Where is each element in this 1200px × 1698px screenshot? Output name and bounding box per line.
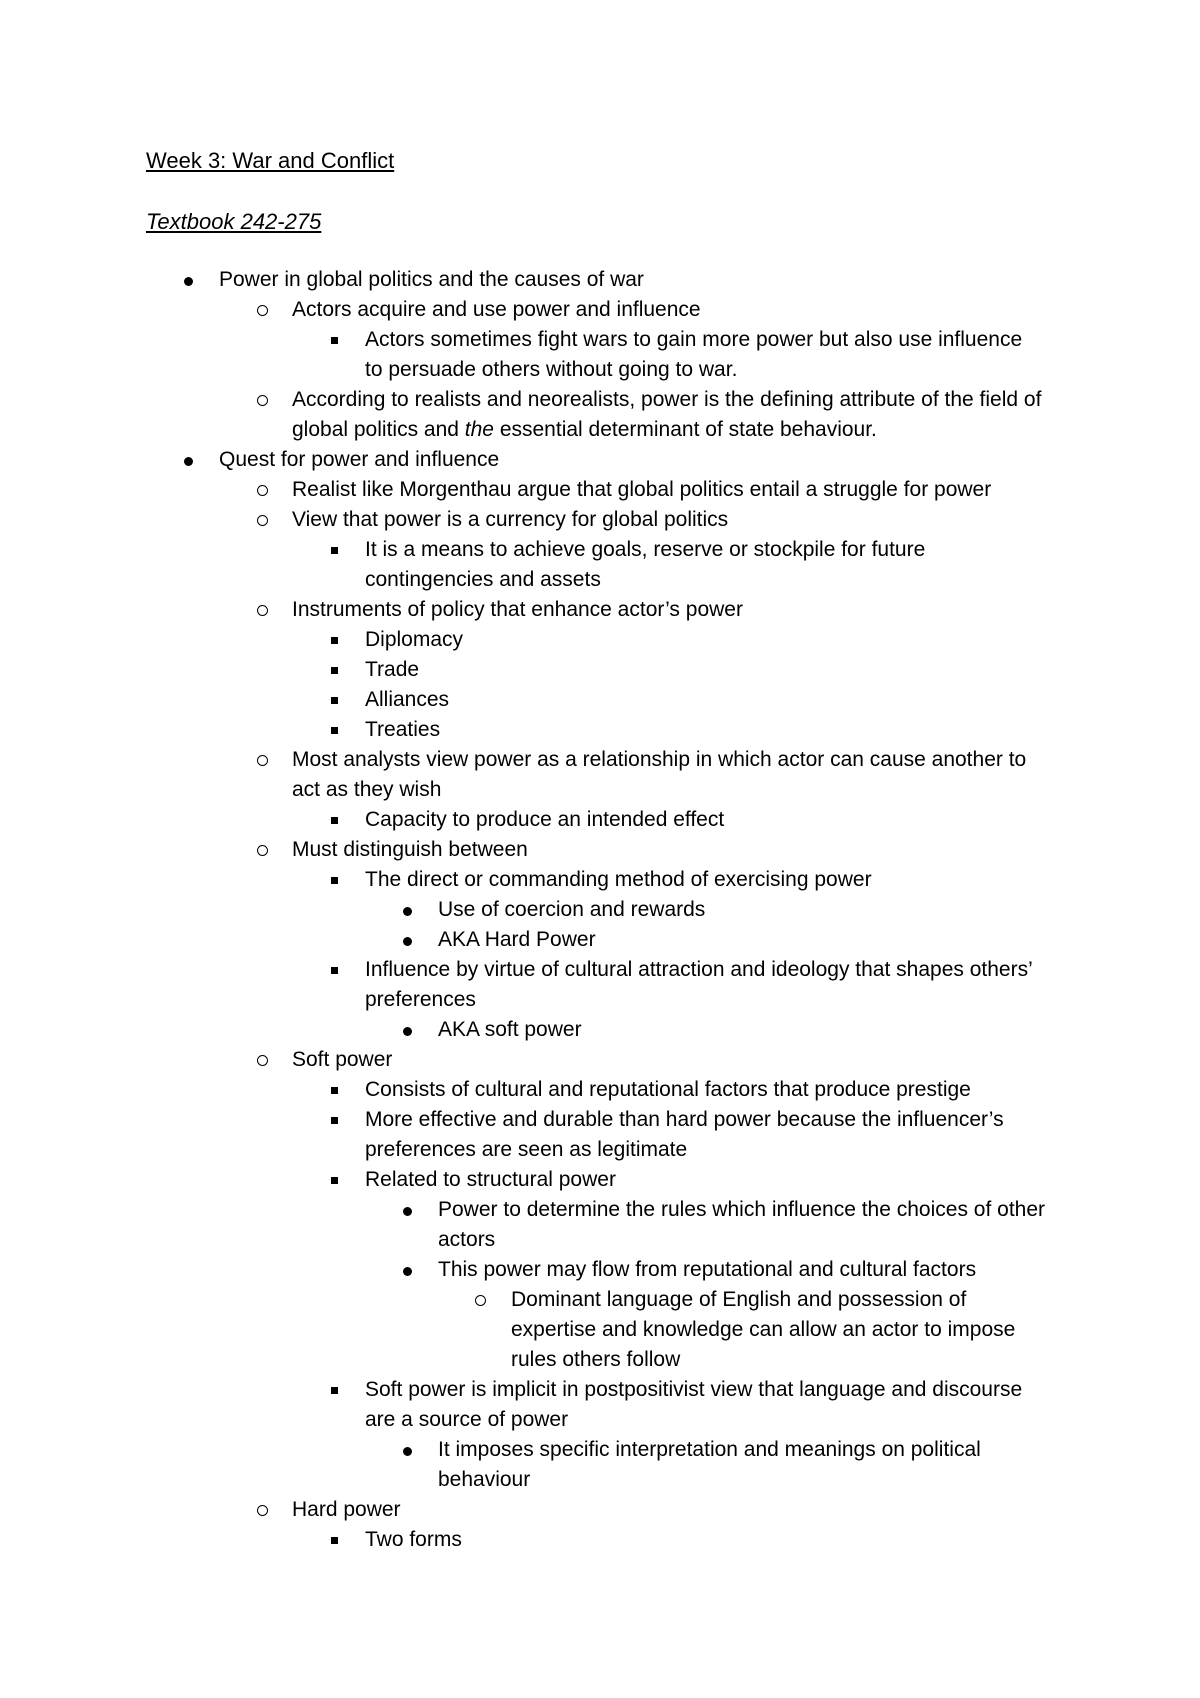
disc-bullet-icon	[395, 925, 419, 955]
list-item-text: Most analysts view power as a relationship in which actor can cause another to act as they wish	[292, 748, 1027, 801]
list-item	[0, 1195, 1060, 1255]
list-item	[0, 1075, 1060, 1105]
list-item	[0, 535, 1060, 595]
list-item	[0, 745, 1060, 805]
disc-bullet-icon	[395, 1195, 419, 1225]
disc-bullet-icon	[395, 1255, 419, 1285]
list-item	[0, 595, 1060, 625]
list-item-text: It is a means to achieve goals, reserve or stockpile for future contingencies and assets	[365, 538, 926, 591]
circle-bullet-icon	[250, 385, 274, 415]
square-bullet-icon	[322, 1075, 346, 1105]
list-item-text: Quest for power and influence	[219, 448, 500, 471]
list-item	[0, 925, 1060, 955]
list-item-text: Power to determine the rules which influence the choices of other actors	[438, 1198, 1046, 1251]
list-item-text: Consists of cultural and reputational factors that produce prestige	[365, 1078, 971, 1101]
text-segment: essential determinant of state behaviour.	[493, 418, 877, 441]
list-item	[0, 805, 1060, 835]
list-item	[0, 895, 1060, 925]
circle-bullet-icon	[250, 295, 274, 325]
list-item	[0, 685, 1060, 715]
text-segment: According to realists and neorealists, power is the defining attribute of the field of global politics and	[292, 388, 1042, 441]
list-item-text: More effective and durable than hard power because the influencer’s preferences are seen as legitimate	[365, 1108, 1004, 1161]
list-item-text: Soft power	[292, 1048, 393, 1071]
list-item	[0, 1375, 1060, 1435]
list-item-text: Instruments of policy that enhance actor’s power	[292, 598, 743, 621]
list-item-text: Trade	[365, 658, 420, 681]
square-bullet-icon	[322, 655, 346, 685]
list-item-text: Must distinguish between	[292, 838, 528, 861]
circle-bullet-icon	[250, 475, 274, 505]
list-item-text: Hard power	[292, 1498, 401, 1521]
document-subtitle: Textbook 242-275	[146, 209, 322, 234]
square-bullet-icon	[322, 325, 346, 355]
list-item-text: AKA soft power	[438, 1018, 582, 1041]
document-title: Week 3: War and Conflict	[146, 148, 395, 173]
circle-bullet-icon	[250, 1495, 274, 1525]
list-item	[0, 655, 1060, 685]
circle-bullet-icon	[250, 835, 274, 865]
list-item	[0, 1495, 1060, 1525]
circle-bullet-icon	[250, 505, 274, 535]
list-item-text: Diplomacy	[365, 628, 464, 651]
list-item-text: Alliances	[365, 688, 450, 711]
square-bullet-icon	[322, 625, 346, 655]
list-item-text: AKA Hard Power	[438, 928, 596, 951]
disc-bullet-icon	[395, 1435, 419, 1465]
list-item-text: Two forms	[365, 1528, 462, 1551]
list-item-text: Dominant language of English and possession of expertise and knowledge can allow an actor to impose rules others follow	[511, 1288, 1016, 1371]
disc-bullet-icon	[176, 445, 200, 475]
disc-bullet-icon	[176, 265, 200, 295]
list-item-text: Influence by virtue of cultural attraction and ideology that shapes others’ preferences	[365, 958, 1032, 1011]
list-item-text: Treaties	[365, 718, 441, 741]
circle-bullet-icon	[468, 1285, 492, 1315]
square-bullet-icon	[322, 1375, 346, 1405]
list-item-text: Actors sometimes fight wars to gain more power but also use influence to persuade others without going to war.	[365, 328, 1023, 381]
list-item	[0, 1045, 1060, 1075]
list-item	[0, 625, 1060, 655]
list-item-text: The direct or commanding method of exercising power	[365, 868, 872, 891]
list-item-text: Soft power is implicit in postpositivist view that language and discourse are a source of power	[365, 1378, 1023, 1431]
outline-list	[0, 265, 1200, 1555]
list-item-text: View that power is a currency for global politics	[292, 508, 729, 531]
list-item	[0, 475, 1060, 505]
list-item	[0, 1255, 1060, 1285]
disc-bullet-icon	[395, 895, 419, 925]
list-item	[0, 1285, 1060, 1375]
square-bullet-icon	[322, 955, 346, 985]
list-item	[0, 1165, 1060, 1195]
list-item	[0, 1105, 1060, 1165]
list-item	[0, 955, 1060, 1015]
list-item-text: Realist like Morgenthau argue that global politics entail a struggle for power	[292, 478, 992, 501]
list-item-text: It imposes specific interpretation and meanings on political behaviour	[438, 1438, 981, 1491]
list-item	[0, 1015, 1060, 1045]
square-bullet-icon	[322, 865, 346, 895]
list-item	[0, 265, 1060, 295]
square-bullet-icon	[322, 1525, 346, 1555]
circle-bullet-icon	[250, 745, 274, 775]
list-item	[0, 295, 1060, 325]
list-item	[0, 715, 1060, 745]
list-item-text: Actors acquire and use power and influence	[292, 298, 701, 321]
square-bullet-icon	[322, 715, 346, 745]
list-item	[0, 1435, 1060, 1495]
disc-bullet-icon	[395, 1015, 419, 1045]
square-bullet-icon	[322, 805, 346, 835]
list-item	[0, 865, 1060, 895]
list-item	[0, 505, 1060, 535]
emphasis-text: the	[464, 418, 494, 441]
list-item	[0, 325, 1060, 385]
list-item-text: Use of coercion and rewards	[438, 898, 706, 921]
list-item-text: Power in global politics and the causes of war	[219, 268, 644, 291]
list-item-text: Capacity to produce an intended effect	[365, 808, 725, 831]
list-item-text: Related to structural power	[365, 1168, 616, 1191]
list-item	[0, 385, 1060, 445]
list-item	[0, 835, 1060, 865]
list-item	[0, 445, 1060, 475]
square-bullet-icon	[322, 685, 346, 715]
list-item-text	[292, 385, 1045, 445]
circle-bullet-icon	[250, 595, 274, 625]
square-bullet-icon	[322, 1105, 346, 1135]
square-bullet-icon	[322, 535, 346, 565]
list-item	[0, 1525, 1060, 1555]
square-bullet-icon	[322, 1165, 346, 1195]
list-item-text: This power may flow from reputational and cultural factors	[438, 1258, 977, 1281]
circle-bullet-icon	[250, 1045, 274, 1075]
